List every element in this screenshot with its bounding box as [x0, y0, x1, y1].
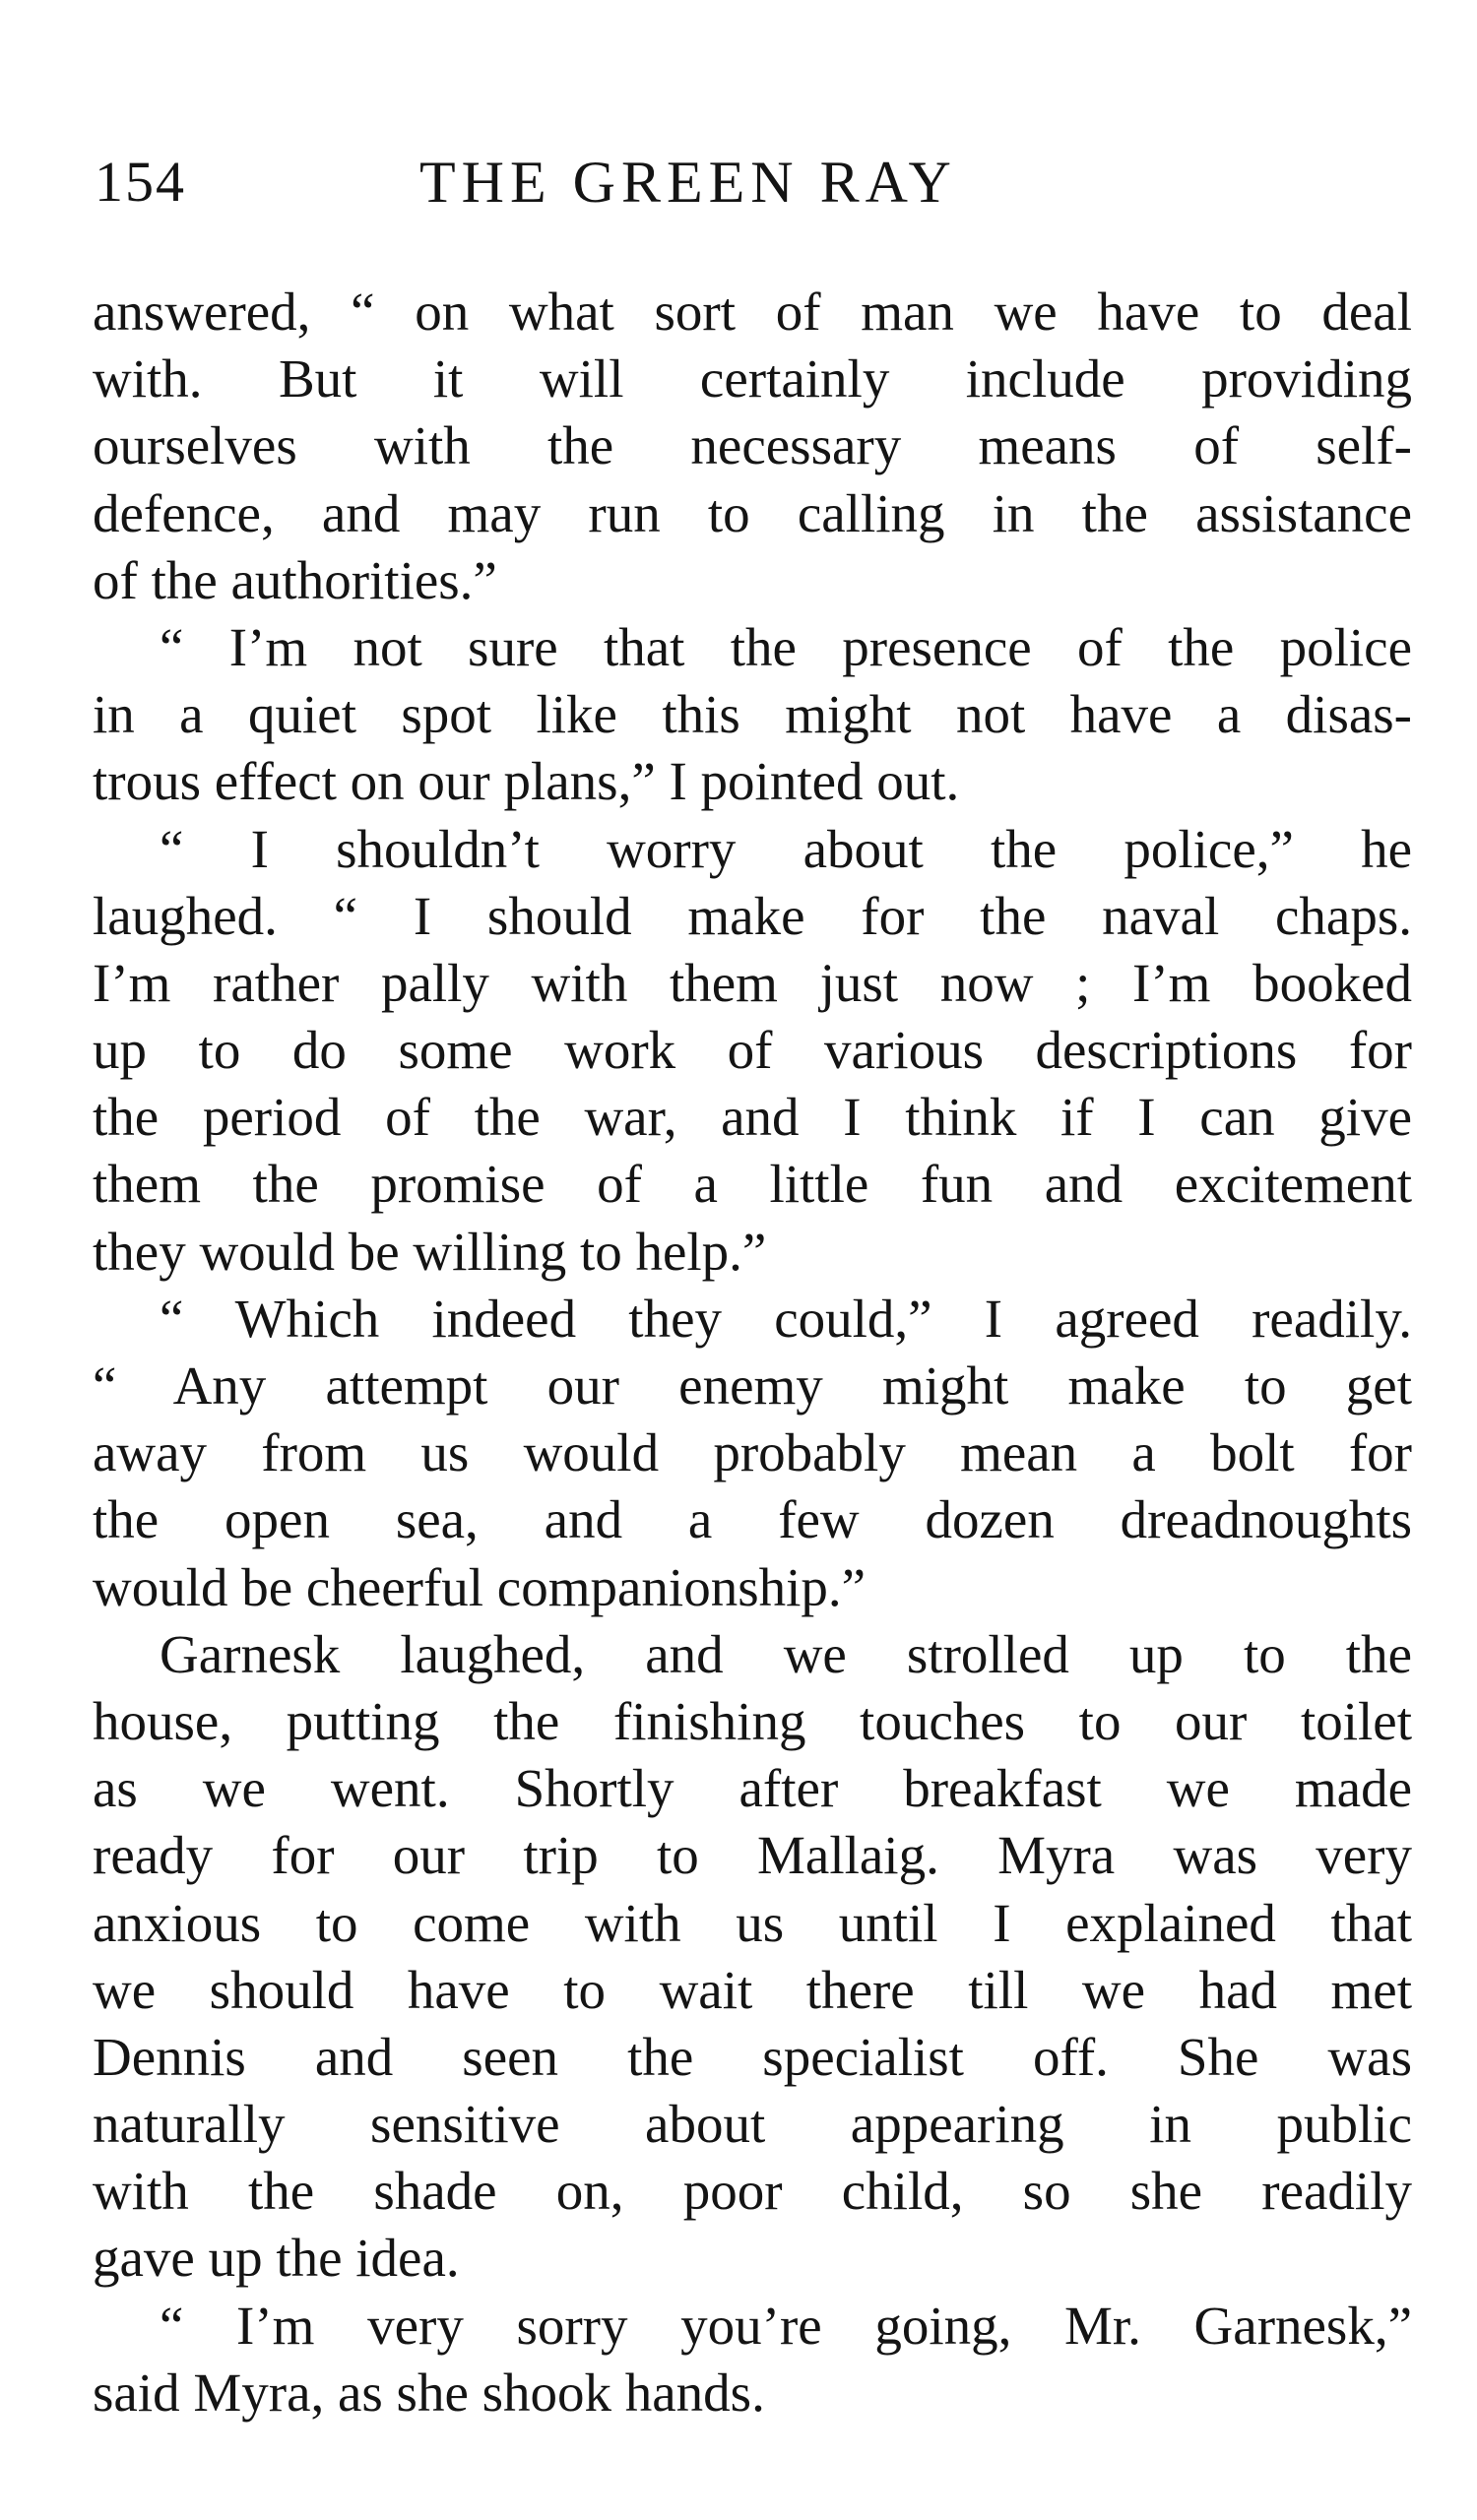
text-line: away from us would probably mean a bolt for — [93, 1422, 1412, 1483]
text-line: with. But it will certainly include providing — [93, 348, 1412, 410]
text-line: I’m rather pally with them just now ; I’m booked — [93, 952, 1412, 1013]
text-line: ourselves with the necessary means of self- — [93, 415, 1412, 476]
text-line: house, putting the finishing touches to our toilet — [93, 1690, 1412, 1751]
text-line: ready for our trip to Mallaig. Myra was very — [93, 1825, 1412, 1886]
text-line: trous effect on our plans,” I pointed out. — [93, 751, 960, 812]
text-line: up to do some work of various descriptions for — [93, 1020, 1412, 1081]
text-line: would be cheerful companionship.” — [93, 1556, 867, 1617]
text-line: we should have to wait there till we had met — [93, 1959, 1412, 2020]
text-line: “ Any attempt our enemy might make to get — [93, 1355, 1412, 1416]
text-line: the period of the war, and I think if I can give — [93, 1087, 1412, 1148]
text-line: of the authorities.” — [93, 549, 497, 610]
text-line: laughed. “ I should make for the naval chaps. — [93, 885, 1412, 946]
text-line: with the shade on, poor child, so she readily — [93, 2161, 1412, 2222]
page-number: 154 — [95, 150, 186, 214]
text-line: as we went. Shortly after breakfast we made — [93, 1758, 1412, 1819]
body-text — [93, 279, 1412, 2426]
text-line: “ Which indeed they could,” I agreed readily. — [160, 1288, 1412, 1349]
text-line: “ I’m very sorry you’re going, Mr. Garnesk,” — [160, 2295, 1412, 2356]
running-title: THE GREEN RAY — [419, 150, 957, 215]
text-line: defence, and may run to calling in the assistance — [93, 482, 1412, 543]
page-header — [95, 138, 1414, 226]
text-line: anxious to come with us until I explained that — [93, 1892, 1412, 1953]
text-line: Garnesk laughed, and we strolled up to the — [160, 1623, 1412, 1684]
text-line: they would be willing to help.” — [93, 1221, 767, 1282]
text-line: naturally sensitive about appearing in public — [93, 2094, 1412, 2155]
text-line: gave up the idea. — [93, 2228, 460, 2289]
text-line: Dennis and seen the specialist off. She was — [93, 2026, 1412, 2087]
text-line: them the promise of a little fun and excitement — [93, 1154, 1412, 1215]
text-line: said Myra, as she shook hands. — [93, 2362, 765, 2423]
text-line: the open sea, and a few dozen dreadnoughts — [93, 1489, 1412, 1550]
text-line: “ I’m not sure that the presence of the police — [160, 616, 1412, 677]
text-line: in a quiet spot like this might not have a disas- — [93, 684, 1412, 745]
text-line: answered, “ on what sort of man we have to deal — [93, 282, 1412, 342]
text-line: “ I shouldn’t worry about the police,” he — [160, 818, 1412, 879]
